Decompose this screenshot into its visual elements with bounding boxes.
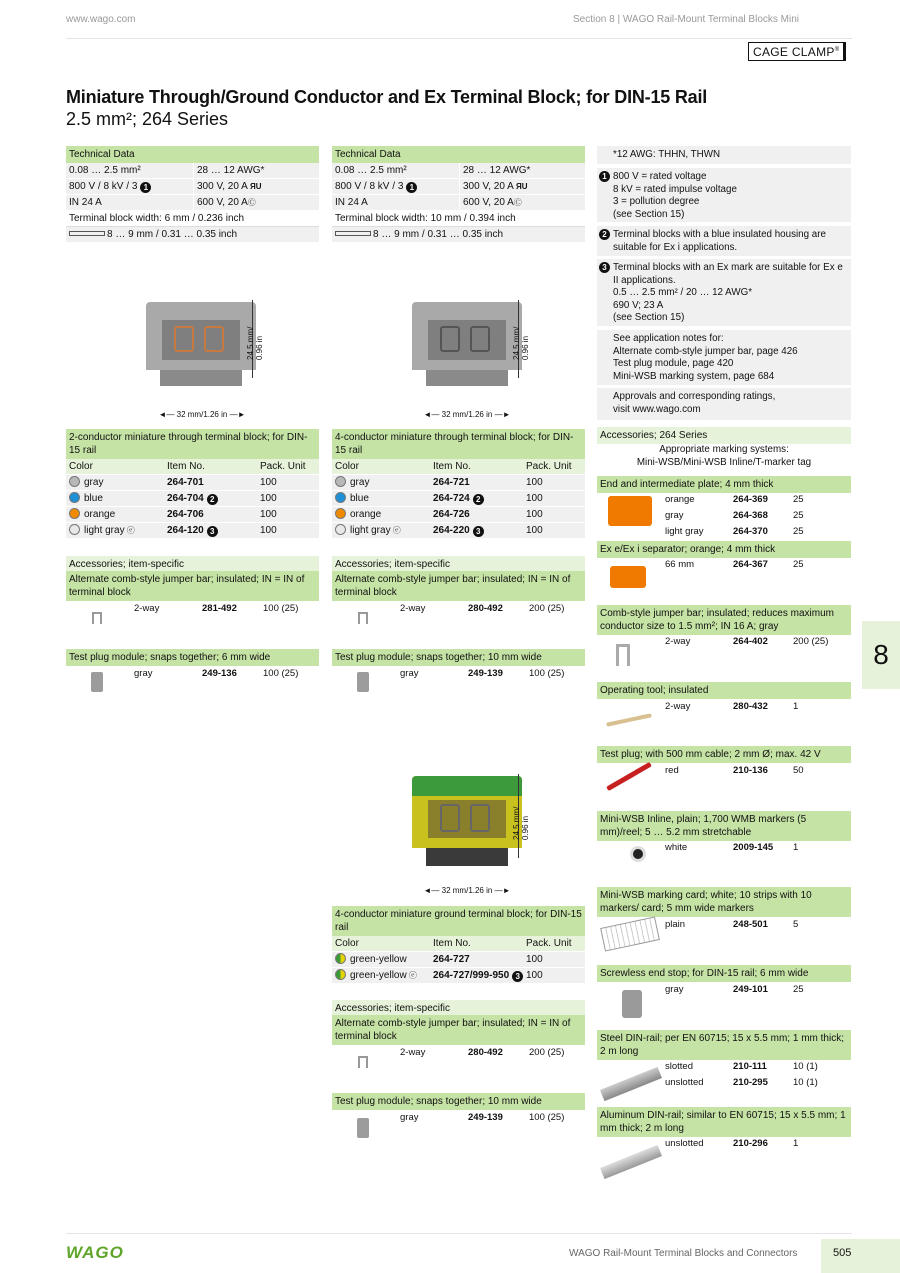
dim-width-2: ◄— 32 mm/1.26 in —► [423,410,511,419]
dim-width-1: ◄— 32 mm/1.26 in —► [158,410,246,419]
bottom-rule [66,1233,852,1234]
card-title: Mini-WSB marking card; white; 10 strips with 10 markers/ card; 5 mm wide markers [597,887,851,917]
tech-row: IN 24 A 600 V, 20 AⒸ [66,195,319,211]
jumper-row-2: 2-way 280-492 200 (25) [400,603,565,614]
table-row: orange 264-706 100 [66,507,319,523]
cage-clamp-logo: CAGE CLAMP® [748,42,846,61]
plug-module-icon [357,1118,369,1138]
tool-row: 2-way 280-432 1 [665,701,799,712]
footer-text: WAGO Rail-Mount Terminal Blocks and Connectors [569,1248,798,1259]
tech-row: 0.08 … 2.5 mm² 28 … 12 AWG* [332,163,585,179]
jumper-title-2: Alternate comb-style jumper bar; insulated; IN = IN of terminal block [332,571,585,601]
color-swatch-icon [69,492,80,503]
strip-length-icon [69,231,105,236]
table-header: Color Item No. Pack. Unit [332,459,585,475]
product-table-3 [332,906,585,984]
separator-icon [610,566,646,588]
page-number: 505 [821,1239,900,1273]
alu-rail-title: Aluminum DIN-rail; similar to EN 60715; 15 x 5.5 mm; 1 mm thick; 2 m long [597,1107,851,1137]
wago-logo: WAGO [66,1243,124,1262]
top-rule [66,38,852,39]
jumper-row-1: 2-way 281-492 100 (25) [134,603,299,614]
jumper-title-1: Alternate comb-style jumper bar; insulated; IN = IN of terminal block [66,571,319,601]
tech-row: 0.08 … 2.5 mm² 28 … 12 AWG* [66,163,319,179]
tech-row: IN 24 A 600 V, 20 AⒸ [332,195,585,211]
note-awg: *12 AWG: THHN, THWN [597,146,851,164]
steel-rail-title: Steel DIN-rail; per EN 60715; 15 x 5.5 mm; 1 mm thick; 2 m long [597,1030,851,1060]
accessory-row: unslotted 210-295 10 (1) [665,1077,818,1088]
dim-height-label-1: 24.5 mm/ 0.96 in [246,326,264,360]
plug-module-icon [357,672,369,692]
terminal-block-image-gray-4 [408,300,526,388]
acc264-header: Accessories; 264 Series [597,427,851,444]
table-row: gray 264-721 100 [332,475,585,491]
testplug-row: red 210-136 50 [665,765,804,776]
plug-row-1: gray 249-136 100 (25) [134,668,299,679]
testplug-title: Test plug; with 500 mm cable; 2 mm Ø; max. 42 V [597,746,851,763]
accessory-row: slotted 210-111 10 (1) [665,1061,818,1072]
plug-row-3: gray 249-139 100 (25) [400,1112,565,1123]
jumper-row-3: 2-way 280-492 200 (25) [400,1047,565,1058]
tech-width: Terminal block width: 10 mm / 0.394 inch [332,211,585,227]
endstop-title: Screwless end stop; for DIN-15 rail; 6 mm wide [597,965,851,982]
note-1: 1 800 V = rated voltage 8 kV = rated impulse voltage 3 = pollution degree (see Section 15) [597,168,851,222]
table-row: blue 264-704 2 100 [66,491,319,507]
section-tab[interactable]: 8 [862,621,900,689]
jumper-icon [358,612,368,624]
ex-mark-icon: ⓔ [406,971,417,980]
page-subtitle: 2.5 mm²; 264 Series [66,109,229,129]
product-title: 4-conductor miniature through terminal block; for DIN-15 rail [332,429,585,459]
color-swatch-icon [335,969,346,980]
strip-length-icon [335,231,371,236]
color-swatch-icon [335,476,346,487]
comb-title: Comb-style jumper bar; insulated; reduces maximum conductor size to 1.5 mm²; IN 16 A; gray [597,605,851,635]
accessory-row: light gray 264-370 25 [665,526,804,537]
tool-title: Operating tool; insulated [597,682,851,699]
terminal-block-image-gray [142,300,260,388]
plug-title-1: Test plug module; snaps together; 6 mm wide [66,649,319,666]
tech-width: Terminal block width: 6 mm / 0.236 inch [66,211,319,227]
endstop-row: gray 249-101 25 [665,984,804,995]
table-row: blue 264-724 2 100 [332,491,585,507]
accessory-row: orange 264-369 25 [665,494,804,505]
jumper-title-3: Alternate comb-style jumper bar; insulated; IN = IN of terminal block [332,1015,585,1045]
dim-height-label-2: 24.5 mm/ 0.96 in [512,326,530,360]
table-header: Color Item No. Pack. Unit [66,459,319,475]
plug-module-icon [91,672,103,692]
separator-row: 66 mm 264-367 25 [665,559,804,570]
plug-row-2: gray 249-139 100 (25) [400,668,565,679]
table-row: light gray ⓔ 264-120 3 100 [66,523,319,539]
site-url[interactable]: www.wago.com [66,14,136,25]
table-row: light gray ⓔ 264-220 3 100 [332,523,585,539]
note-app: See application notes for: Alternate comb-style jumper bar, page 426 Test plug module, page 420 Mini-WSB marking system, page 684 [597,330,851,385]
dim-height-label-3: 24.5 mm/ 0.96 in [512,806,530,840]
steel-din-rail-icon [600,1067,662,1101]
tech-header: Technical Data [332,146,585,163]
color-swatch-icon [335,508,346,519]
marking-card-icon [600,916,660,951]
jumper-icon [358,1056,368,1068]
note-3: 3 Terminal blocks with an Ex mark are suitable for Ex e II applications. 0.5 … 2.5 mm² / 20 … 12 AWG* 690 V; 23 A (see Section 15) [597,259,851,326]
color-swatch-icon [69,524,80,535]
alu-row: unslotted 210-296 1 [665,1138,799,1149]
operating-tool-icon [606,713,652,726]
marking-systems: Appropriate marking systems: Mini-WSB/Mini-WSB Inline/T-marker tag [636,444,812,468]
product-table-1 [66,429,319,539]
color-swatch-icon [335,524,346,535]
table-header: Color Item No. Pack. Unit [332,936,585,952]
end-stop-icon [622,990,642,1018]
plug-title-2: Test plug module; snaps together; 10 mm wide [332,649,585,666]
section-label: Section 8 | WAGO Rail-Mount Terminal Blocks Mini [573,14,800,25]
comb-jumper-icon [616,644,630,666]
tech-strip: 8 … 9 mm / 0.31 … 0.35 inch [66,227,319,243]
product-title: 4-conductor miniature ground terminal block; for DIN-15 rail [332,906,585,936]
acc-header-3: Accessories; item-specific [332,1000,585,1017]
marker-reel-icon [630,846,646,862]
product-title: 2-conductor miniature through terminal block; for DIN-15 rail [66,429,319,459]
table-row: gray 264-701 100 [66,475,319,491]
dim-width-3: ◄— 32 mm/1.26 in —► [423,886,511,895]
tech-row: 800 V / 8 kV / 3 1 300 V, 20 A ЯU [66,179,319,195]
aluminum-din-rail-icon [600,1145,662,1179]
inline-row: white 2009-145 1 [665,842,799,853]
color-swatch-icon [335,492,346,503]
inline-title: Mini-WSB Inline, plain; 1,700 WMB markers (5 mm)/reel; 5 … 5.2 mm stretchable [597,811,851,841]
page-title: Miniature Through/Ground Conductor and Ex Terminal Block; for DIN-15 Rail [66,87,708,107]
note-2: 2 Terminal blocks with a blue insulated housing are suitable for Ex i applications. [597,226,851,256]
card-row: plain 248-501 5 [665,919,799,930]
note-approvals: Approvals and corresponding ratings, visit www.wago.com [597,388,851,420]
product-table-2 [332,429,585,539]
test-plug-icon [606,762,652,791]
tech-row: 800 V / 8 kV / 3 1 300 V, 20 A ЯU [332,179,585,195]
color-swatch-icon [69,508,80,519]
cage-clamp-text: CAGE CLAMP [753,45,835,59]
jumper-icon [92,612,102,624]
color-swatch-icon [69,476,80,487]
plug-title-3: Test plug module; snaps together; 10 mm wide [332,1093,585,1110]
table-row: green-yellow ⓔ 264-727/999-950 3 100 [332,968,585,984]
acc-header-2: Accessories; item-specific [332,556,585,573]
endplate-title: End and intermediate plate; 4 mm thick [597,476,851,493]
color-swatch-icon [335,953,346,964]
table-row: green-yellow 264-727 100 [332,952,585,968]
acc-header-1: Accessories; item-specific [66,556,319,573]
tech-data-1 [66,146,319,243]
tech-strip: 8 … 9 mm / 0.31 … 0.35 inch [332,227,585,243]
ex-mark-icon: ⓔ [390,526,401,535]
table-row: orange 264-726 100 [332,507,585,523]
accessory-row: gray 264-368 25 [665,510,804,521]
tech-data-2 [332,146,585,243]
comb-row: 2-way 264-402 200 (25) [665,636,829,647]
ex-mark-icon: ⓔ [124,526,135,535]
terminal-block-image-green-yellow [408,772,526,868]
end-plate-icon [608,496,652,526]
tech-header: Technical Data [66,146,319,163]
separator-title: Ex e/Ex i separator; orange; 4 mm thick [597,541,851,558]
